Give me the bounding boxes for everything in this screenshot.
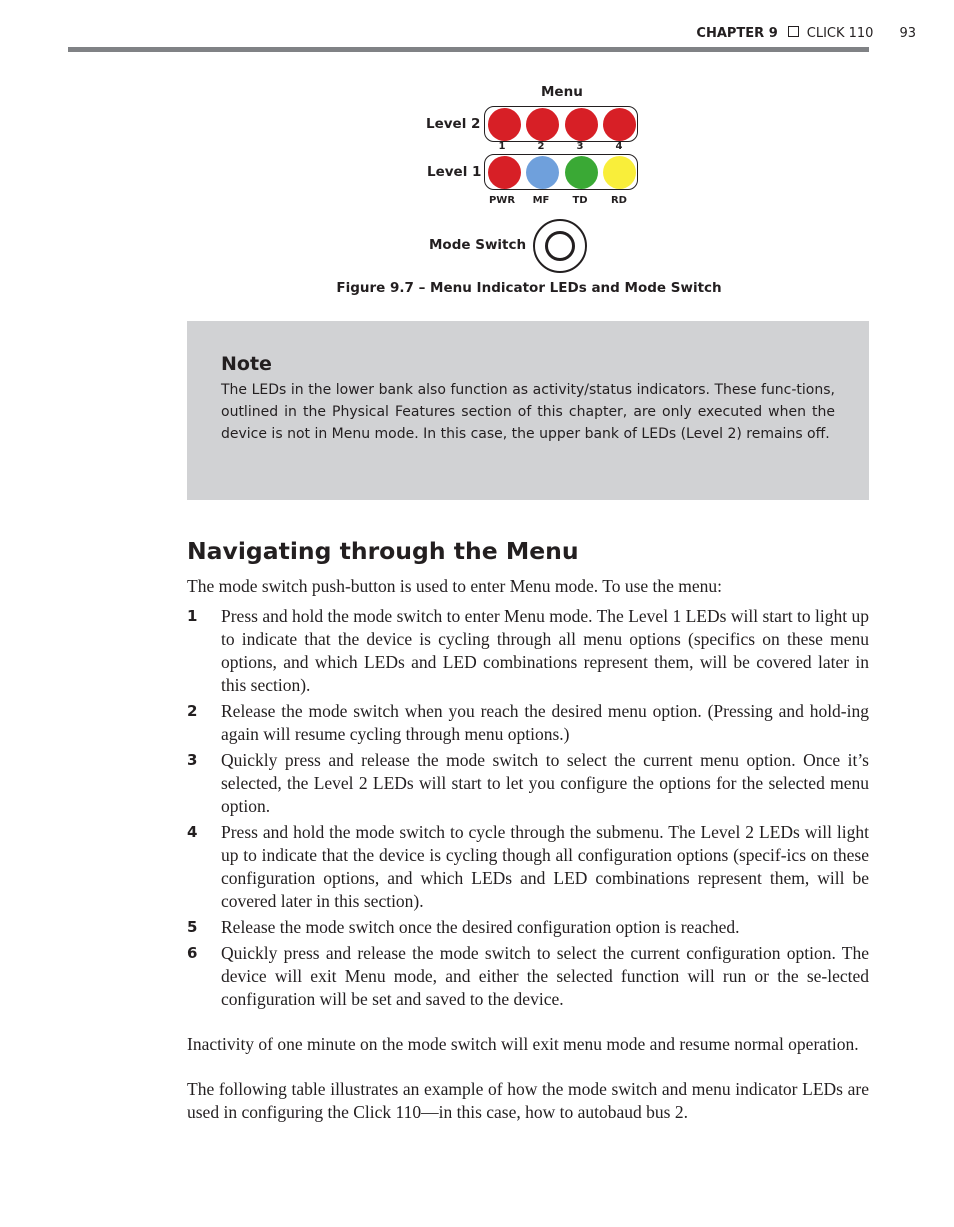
mode-switch-button-icon: [533, 219, 587, 273]
level1-label: Level 1: [427, 164, 482, 180]
led-name: TD: [572, 195, 588, 206]
level1-led: [603, 156, 636, 189]
section-title: Navigating through the Menu: [187, 537, 579, 565]
level1-led: [565, 156, 598, 189]
step-text: Quickly press and release the mode switch to select the current menu option. Once it’s selected, the Level 2 LEDs will start to let you configure the options for the selected menu option.: [221, 750, 869, 816]
led-number: 4: [615, 141, 623, 152]
step-text: Release the mode switch once the desired configuration option is reached.: [221, 917, 740, 937]
led-name: PWR: [488, 195, 516, 206]
step-number: 4: [187, 823, 198, 841]
step-text: Press and hold the mode switch to cycle through the submenu. The Level 2 LEDs will light up to indicate that the device is cycling though all configuration options (specif-ics on these configuration options, and which LEDs and LED combinations represent them, will be covered later in this section).: [221, 822, 869, 911]
step-text: Quickly press and release the mode switch to select the current configuration option. The device will exit Menu mode, and either the selected function will run or the se-lected configuration will be set and saved to the device.: [221, 943, 869, 1009]
step-number: 5: [187, 918, 198, 936]
inactivity-paragraph: Inactivity of one minute on the mode switch will exit menu mode and resume normal operation.: [187, 1034, 859, 1054]
list-item: [187, 700, 869, 746]
steps-list: [187, 605, 869, 1011]
level1-led: [488, 156, 521, 189]
note-box: [187, 321, 869, 500]
led-number: 3: [576, 141, 584, 152]
led-name: RD: [610, 195, 627, 206]
level2-led: [603, 108, 636, 141]
step-text: Press and hold the mode switch to enter Menu mode. The Level 1 LEDs will start to light up to indicate that the device is cycling through all menu options (specifics on these menu options, and which LEDs and LED combinations represent them, will be covered later in this section).: [221, 606, 869, 695]
figure-caption: Figure 9.7 – Menu Indicator LEDs and Mode Switch: [336, 280, 722, 296]
step-number: 3: [187, 751, 198, 769]
step-number: 2: [187, 702, 198, 720]
led-number: 2: [537, 141, 545, 152]
intro-paragraph: The mode switch push-button is used to enter Menu mode. To use the menu:: [187, 576, 723, 596]
led-name: MF: [532, 195, 550, 206]
menu-label: Menu: [541, 84, 583, 100]
chapter-label: CHAPTER 9: [696, 26, 778, 41]
list-item: [187, 942, 869, 1011]
led-number: 1: [498, 141, 506, 152]
note-text: The LEDs in the lower bank also function as activity/status indicators. These func-tions, outlined in the Physical Features section of this chapter, are only executed when the device is not in Menu mode. In this case, the upper bank of LEDs (Level 2) remains off.: [221, 382, 835, 442]
mode-switch-label: Mode Switch: [429, 237, 527, 253]
level2-led: [526, 108, 559, 141]
step-text: Release the mode switch when you reach the desired menu option. (Pressing and hold-ing again will resume cycling through menu options.): [221, 701, 869, 744]
led-figure: [0, 0, 954, 300]
list-item: [187, 605, 869, 697]
step-number: 1: [187, 607, 198, 625]
section-content: [187, 575, 869, 1124]
mode-switch-inner-ring: [545, 231, 575, 261]
note-title: Note: [221, 353, 272, 375]
step-number: 6: [187, 944, 198, 962]
list-item: [187, 821, 869, 913]
product-label: CLICK 110: [806, 26, 874, 41]
table-intro-paragraph: The following table illustrates an example of how the mode switch and menu indicator LEDs are used in configuring the Click 110—in this case, how to autobaud bus 2.: [187, 1079, 869, 1122]
level2-led-bank: [484, 106, 638, 142]
list-item: [187, 916, 869, 939]
level2-led: [565, 108, 598, 141]
level2-label: Level 2: [426, 116, 481, 132]
level1-led-bank: [484, 154, 638, 190]
list-item: [187, 749, 869, 818]
level1-led: [526, 156, 559, 189]
page-number: 93: [899, 26, 916, 41]
level2-led: [488, 108, 521, 141]
